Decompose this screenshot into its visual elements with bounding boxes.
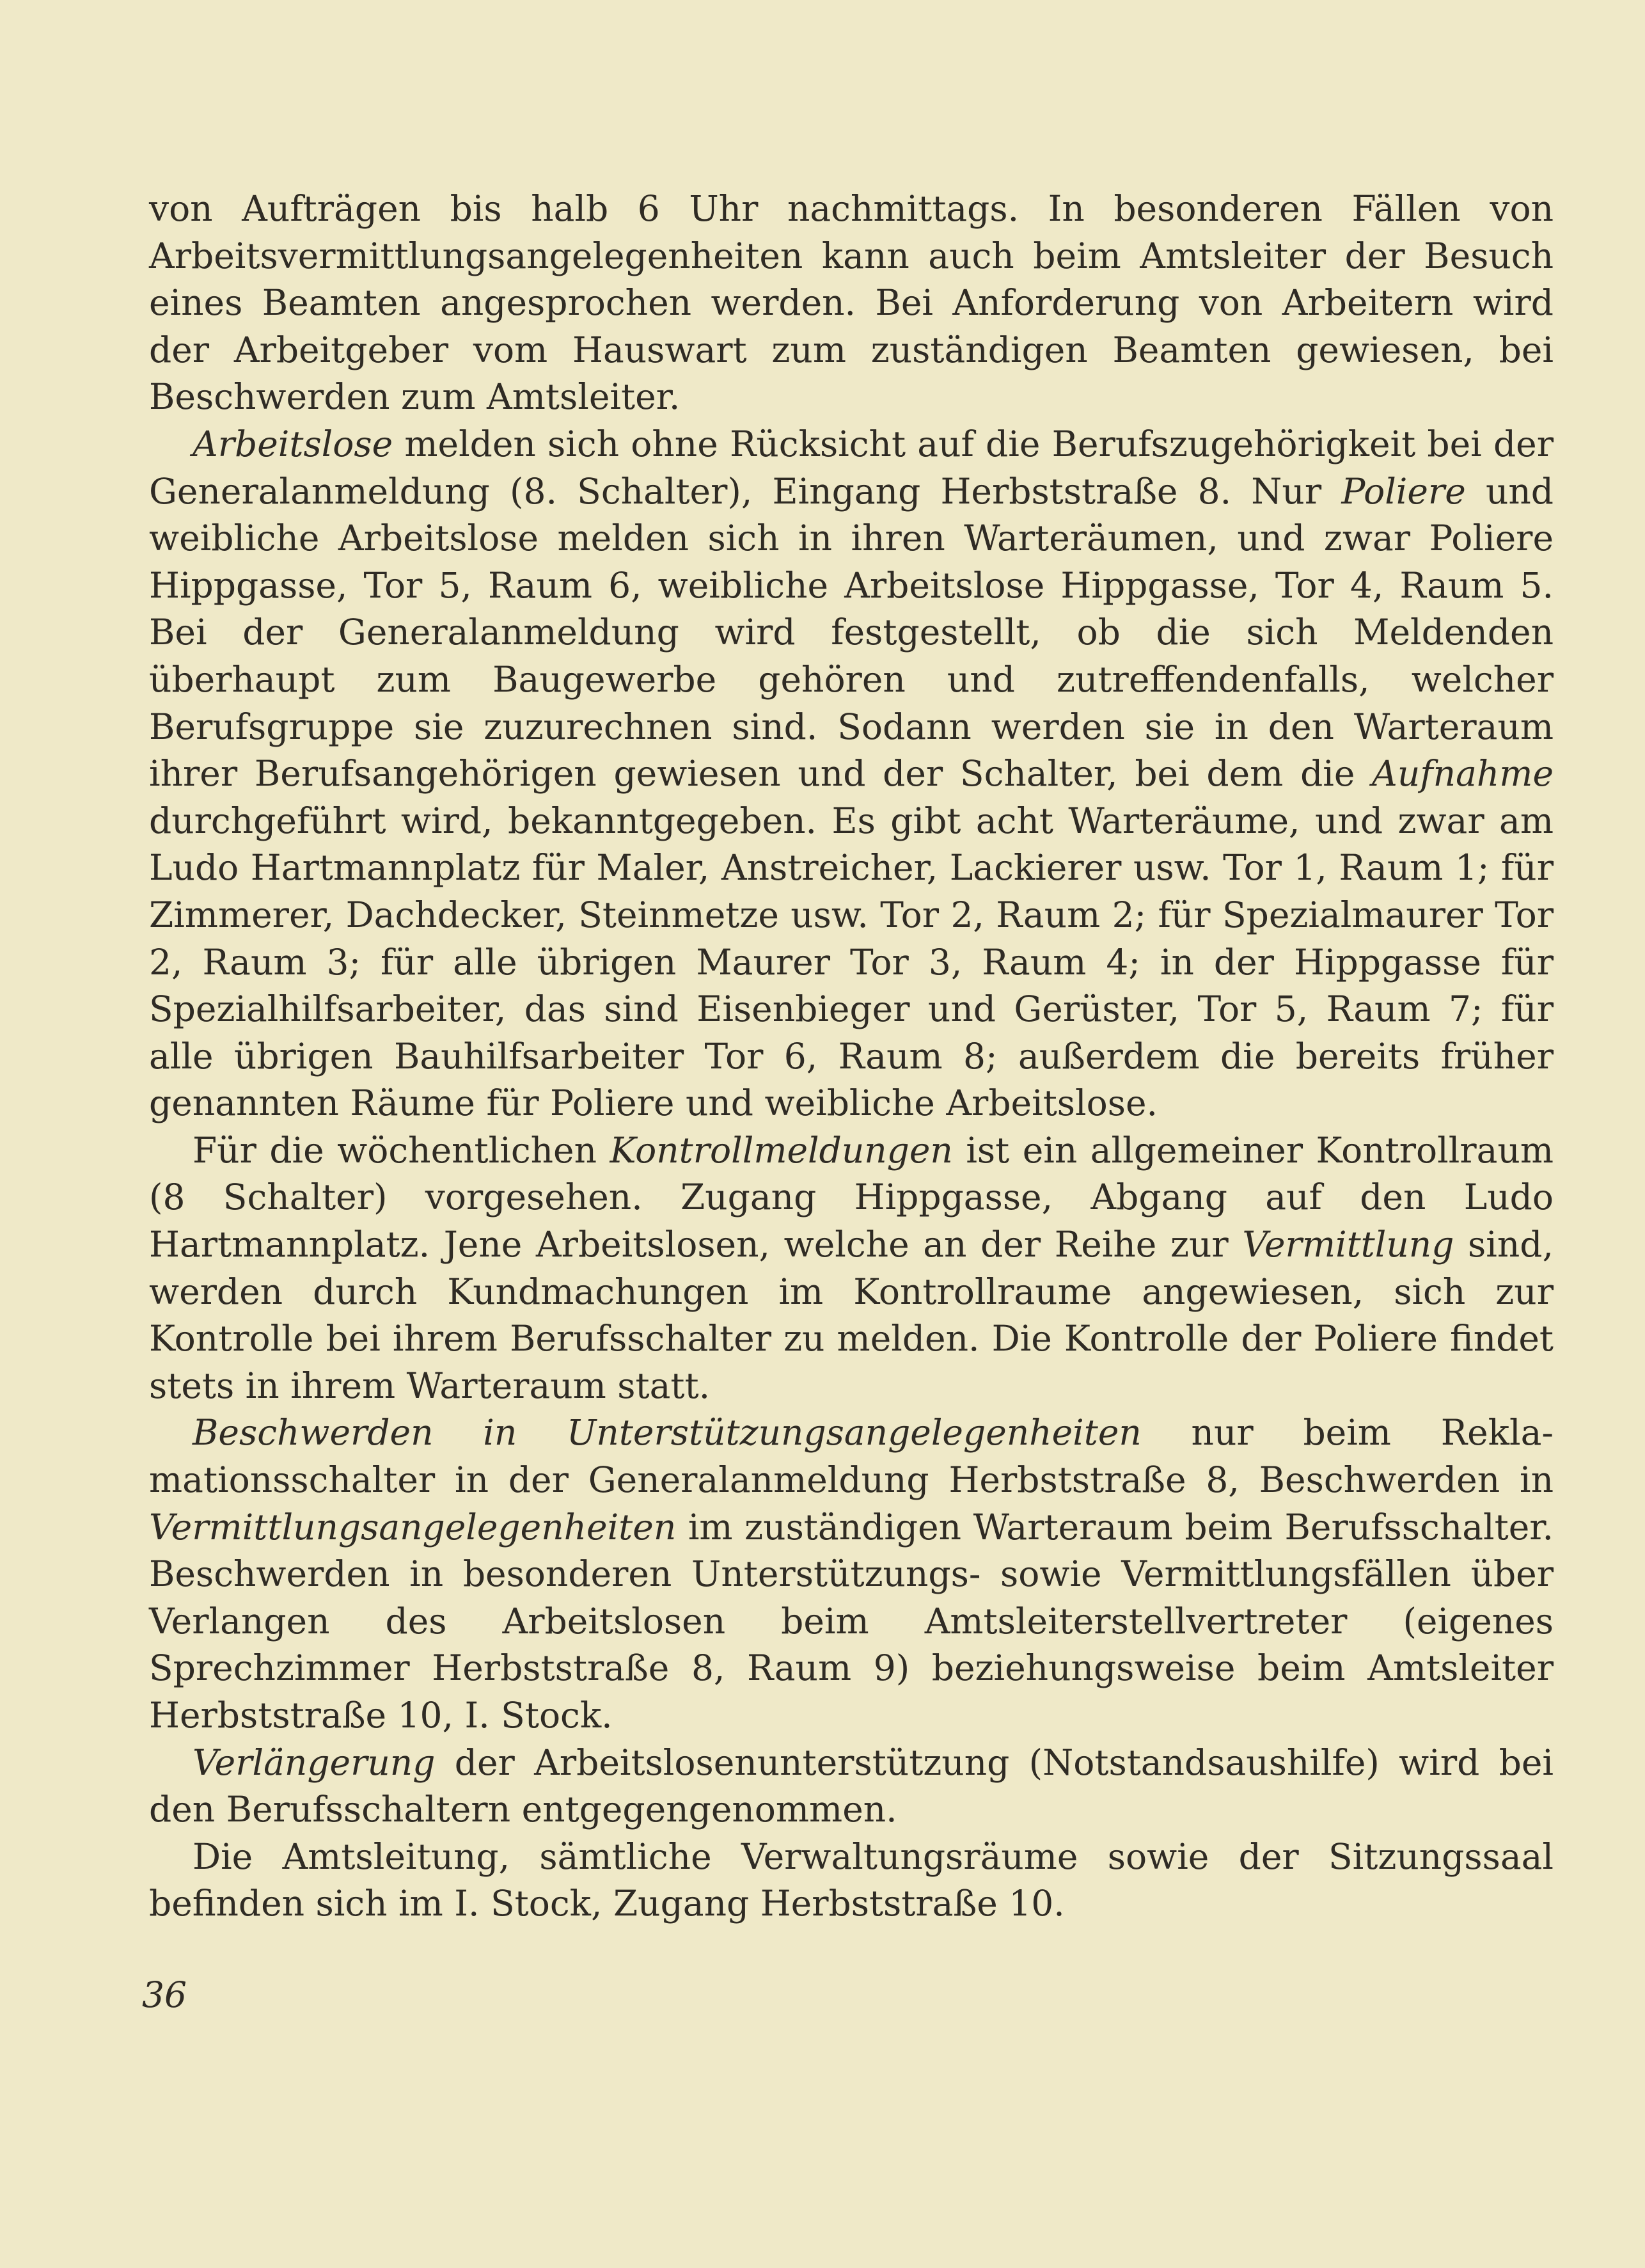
text-run: ist ein allgemeiner Kontrollraum (8 Schalter) vorgesehen. Zugang Hippgasse, Abgang auf den Ludo Hartmannplatz. Jene Arbeitslosen, welche an der Reihe zur (149, 1129, 1554, 1265)
emphasis-term: Poliere (1341, 470, 1466, 512)
paragraph (149, 1740, 1554, 1834)
emphasis-term: Verlängerung (193, 1741, 436, 1783)
emphasis-term: Aufnahme (1372, 753, 1554, 795)
paragraph (149, 1127, 1554, 1410)
text-run: nur beim Reklamationsschalter in der Generalanmeldung Herbststraße 8, Beschwerden in (149, 1412, 1554, 1501)
text-run: Die Amtsleitung, sämtliche Verwaltungsräume sowie der Sitzungssaal befinden sich im I. Stock, Zugang Herbststraße 10. (149, 1836, 1554, 1924)
text-run: im zuständigen Warteraum beim Berufsschalter. Beschwerden in besonderen Unterstützungs- sowie Vermittlungsfällen über Verlangen des Arbeitslosen beim Amtsleiterstellvertreter (eigenes Sprechzimmer Herbststraße 8, Raum 9) beziehungsweise beim Amtsleiter Herbststraße 10, I. Stock. (149, 1506, 1554, 1736)
text-run: melden sich ohne Rücksicht auf die Berufszugehörigkeit bei der Generalanmeldung (8. Schalter), Eingang Herbststraße 8. Nur (149, 423, 1554, 512)
text-run: sind, werden durch Kundmachungen im Kontrollraume angewiesen, sich zur Kontrolle bei ihrem Berufsschalter zu melden. Die Kontrolle der Poliere findet stets in ihrem Warteraum statt. (149, 1224, 1554, 1406)
paragraph (149, 1834, 1554, 1928)
text-run: von Aufträgen bis halb 6 Uhr nachmittags. In besonderen Fällen von Arbeitsvermittlungsangelegenheiten kann auch beim Amtsleiter der Besuch eines Beamten angesprochen werden. Bei Anforderung von Arbeitern wird der Arbeitgeber vom Hauswart zum zuständigen Beamten gewiesen, bei Beschwerden zum Amtsleiter. (149, 188, 1554, 418)
emphasis-term: Arbeitslose (193, 423, 393, 464)
text-run: durchgeführt wird, bekanntgegeben. Es gibt acht Warteräume, und zwar am Ludo Hartmannplatz für Maler, Anstreicher, Lackierer usw. Tor 1, Raum 1; für Zimmerer, Dachdecker, Steinmetze usw. Tor 2, Raum 2; für Spezialmaurer Tor 2, Raum 3; für alle übrigen Maurer Tor 3, Raum 4; in der Hippgasse für Spezialhilfsarbeiter, das sind Eisenbieger und Gerüster, Tor 5, Raum 7; für alle übrigen Bauhilfsarbeiter Tor 6, Raum 8; außerdem die bereits früher genannten Räume für Poliere und weibliche Arbeitslose. (149, 800, 1554, 1124)
paragraph (149, 1409, 1554, 1739)
emphasis-term: Vermittlungsangelegenheiten (149, 1506, 677, 1548)
emphasis-term: Kontrollmeldungen (610, 1129, 953, 1171)
text-run: Für die wöchentlichen (193, 1129, 610, 1171)
text-run: und weibliche Arbeitslose melden sich in ihren Warteräumen, und zwar Poliere Hippgasse, Tor 5, Raum 6, weibliche Arbeitslose Hippgasse, Tor 4, Raum 5. Bei der Generalanmeldung wird festgestellt, ob die sich Meldenden überhaupt zum Baugewerbe gehören und zutreffendenfalls, welcher Berufsgruppe sie zuzurechnen sind. Sodann werden sie in den Warteraum ihrer Berufsangehörigen gewiesen und der Schalter, bei dem die (149, 470, 1554, 795)
paragraph (149, 186, 1554, 421)
page-number: 36 (142, 1974, 187, 2015)
page-body (149, 186, 1554, 1928)
text-run: der Arbeitslosenunterstützung (Notstandsaushilfe) wird bei den Berufsschaltern entgegengenommen. (149, 1741, 1554, 1830)
emphasis-term: Vermittlung (1242, 1224, 1454, 1265)
emphasis-term: Beschwerden in Unterstützungsangelegenheiten (193, 1412, 1142, 1454)
paragraph (149, 421, 1554, 1127)
